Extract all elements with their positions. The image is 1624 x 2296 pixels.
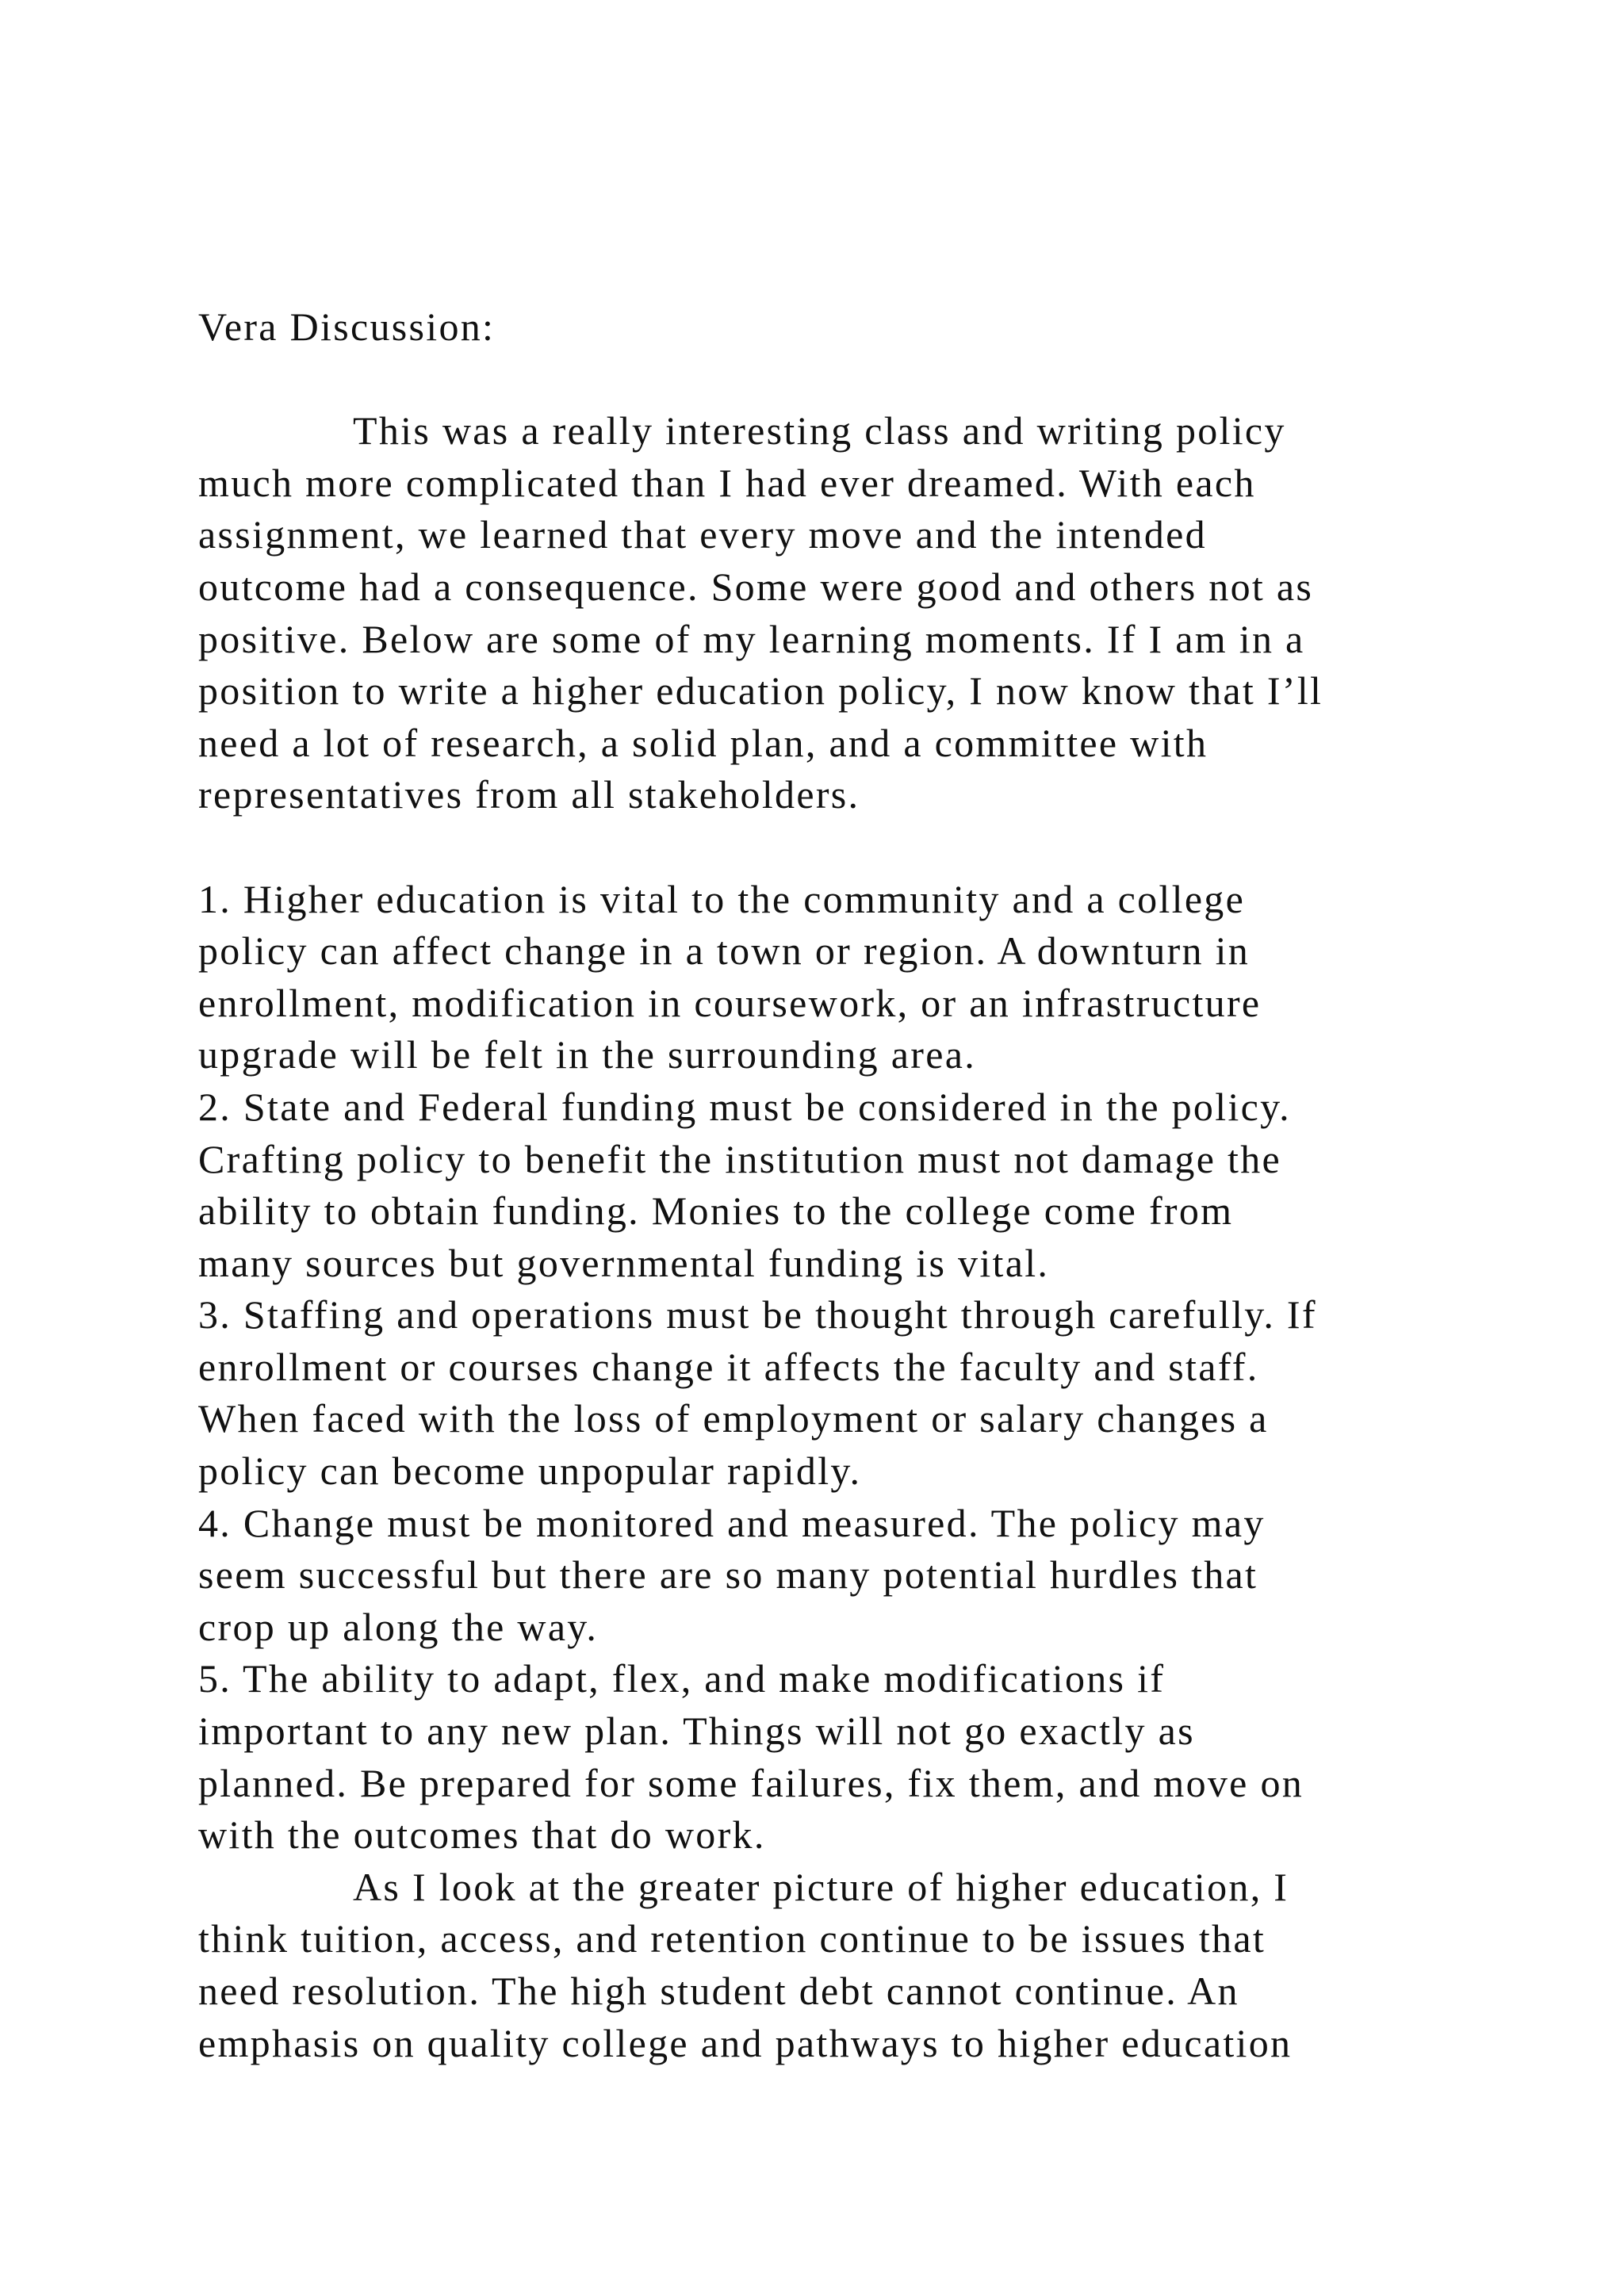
text-line: many sources but governmental funding is vital.: [198, 1240, 1050, 1285]
document-heading: Vera Discussion:: [198, 304, 496, 349]
text-line: enrollment or courses change it affects the faculty and staff.: [198, 1344, 1259, 1389]
text-line: seem successful but there are so many potential hurdles that: [198, 1552, 1258, 1598]
text-line: assignment, we learned that every move and the intended: [198, 512, 1207, 557]
text-line: policy can become unpopular rapidly.: [198, 1448, 862, 1494]
text-line: representatives from all stakeholders.: [198, 772, 860, 817]
text-line: outcome had a consequence. Some were good and others not as: [198, 564, 1314, 609]
document-text: [198, 354, 1467, 2070]
text-line: emphasis on quality college and pathways to higher education: [198, 2020, 1293, 2065]
text-line: much more complicated than I had ever dreamed. With each: [198, 460, 1256, 505]
text-line: 1. Higher education is vital to the community and a college: [198, 876, 1246, 921]
text-line: This was a really interesting class and writing policy: [353, 408, 1286, 453]
text-line: crop up along the way.: [198, 1604, 599, 1649]
text-line: important to any new plan. Things will not go exactly as: [198, 1709, 1195, 1754]
text-line: think tuition, access, and retention continue to be issues that: [198, 1916, 1266, 1961]
text-line: positive. Below are some of my learning moments. If I am in a: [198, 616, 1305, 661]
text-line: 5. The ability to adapt, flex, and make modifications if: [198, 1656, 1166, 1701]
text-line: Crafting policy to benefit the institution must not damage the: [198, 1136, 1281, 1181]
text-line: planned. Be prepared for some failures, fix them, and move on: [198, 1760, 1304, 1805]
document-body: [198, 301, 1467, 2069]
text-line: position to write a higher education policy, I now know that I’ll: [198, 668, 1323, 714]
text-line: need a lot of research, a solid plan, and a committee with: [198, 720, 1208, 765]
text-line: ability to obtain funding. Monies to the college come from: [198, 1188, 1234, 1234]
text-line: 4. Change must be monitored and measured. The policy may: [198, 1500, 1266, 1545]
text-line: upgrade will be felt in the surrounding area.: [198, 1032, 976, 1077]
text-line: 2. State and Federal funding must be considered in the policy.: [198, 1084, 1291, 1129]
text-line: When faced with the loss of employment or salary changes a: [198, 1396, 1269, 1441]
blank-line: [198, 354, 1467, 406]
text-line: with the outcomes that do work.: [198, 1812, 766, 1858]
text-line: enrollment, modification in coursework, or an infrastructure: [198, 980, 1262, 1025]
text-line: policy can affect change in a town or region. A downturn in: [198, 928, 1251, 974]
text-line: 3. Staffing and operations must be thought through carefully. If: [198, 1292, 1317, 1337]
text-line: As I look at the greater picture of higher education, I: [353, 1864, 1289, 1909]
blank-line: [198, 821, 1467, 874]
text-line: need resolution. The high student debt cannot continue. An: [198, 1969, 1239, 2013]
